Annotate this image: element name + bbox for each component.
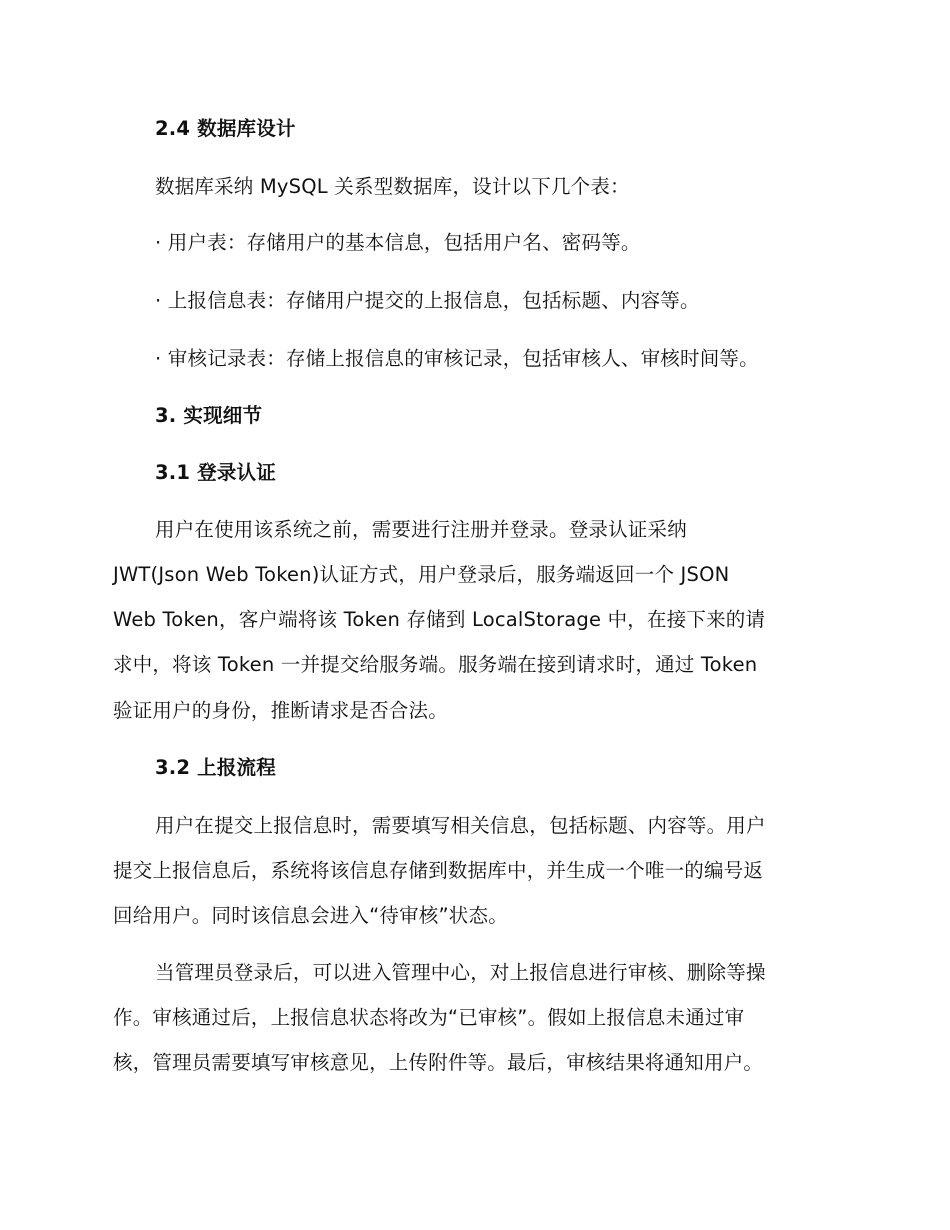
- paragraph-admin-line-2: 作。审核通过后，上报信息状态将改为“已审核”。假如上报信息未通过审: [113, 1006, 745, 1029]
- paragraph-report-line-3: 回给用户。同时该信息会进入“待审核”状态。: [113, 904, 508, 927]
- paragraph-db-intro: 数据库采纳 MySQL 关系型数据库，设计以下几个表：: [155, 175, 630, 198]
- paragraph-login-line-5: 验证用户的身份，推断请求是否合法。: [113, 699, 448, 722]
- bullet-audit-table: · 审核记录表：存储上报信息的审核记录，包括审核人、审核时间等。: [155, 347, 759, 370]
- section-heading-2-4: 2.4 数据库设计: [155, 117, 296, 140]
- bullet-user-table: · 用户表：存储用户的基本信息，包括用户名、密码等。: [155, 231, 641, 254]
- paragraph-admin-line-3: 核，管理员需要填写审核意见，上传附件等。最后，审核结果将通知用户。: [113, 1051, 764, 1074]
- paragraph-login-line-4: 求中，将该 Token 一并提交给服务端。服务端在接到请求时，通过 Token: [113, 653, 758, 676]
- paragraph-login-line-1: 用户在使用该系统之前，需要进行注册并登录。登录认证采纳: [155, 518, 687, 541]
- section-heading-3-1: 3.1 登录认证: [155, 461, 276, 484]
- paragraph-report-line-2: 提交上报信息后，系统将该信息存储到数据库中，并生成一个唯一的编号返: [113, 859, 764, 882]
- bullet-report-table: · 上报信息表：存储用户提交的上报信息，包括标题、内容等。: [155, 289, 700, 312]
- paragraph-report-line-1: 用户在提交上报信息时，需要填写相关信息，包括标题、内容等。用户: [155, 814, 766, 837]
- paragraph-admin-line-1: 当管理员登录后，可以进入管理中心，对上报信息进行审核、删除等操: [155, 961, 766, 984]
- paragraph-login-line-2: JWT(Json Web Token)认证方式，用户登录后，服务端返回一个 JSON: [113, 563, 730, 586]
- section-heading-3: 3. 实现细节: [155, 404, 263, 427]
- section-heading-3-2: 3.2 上报流程: [155, 756, 276, 779]
- paragraph-login-line-3: Web Token，客户端将该 Token 存储到 LocalStorage 中，在接下来的请: [113, 608, 766, 631]
